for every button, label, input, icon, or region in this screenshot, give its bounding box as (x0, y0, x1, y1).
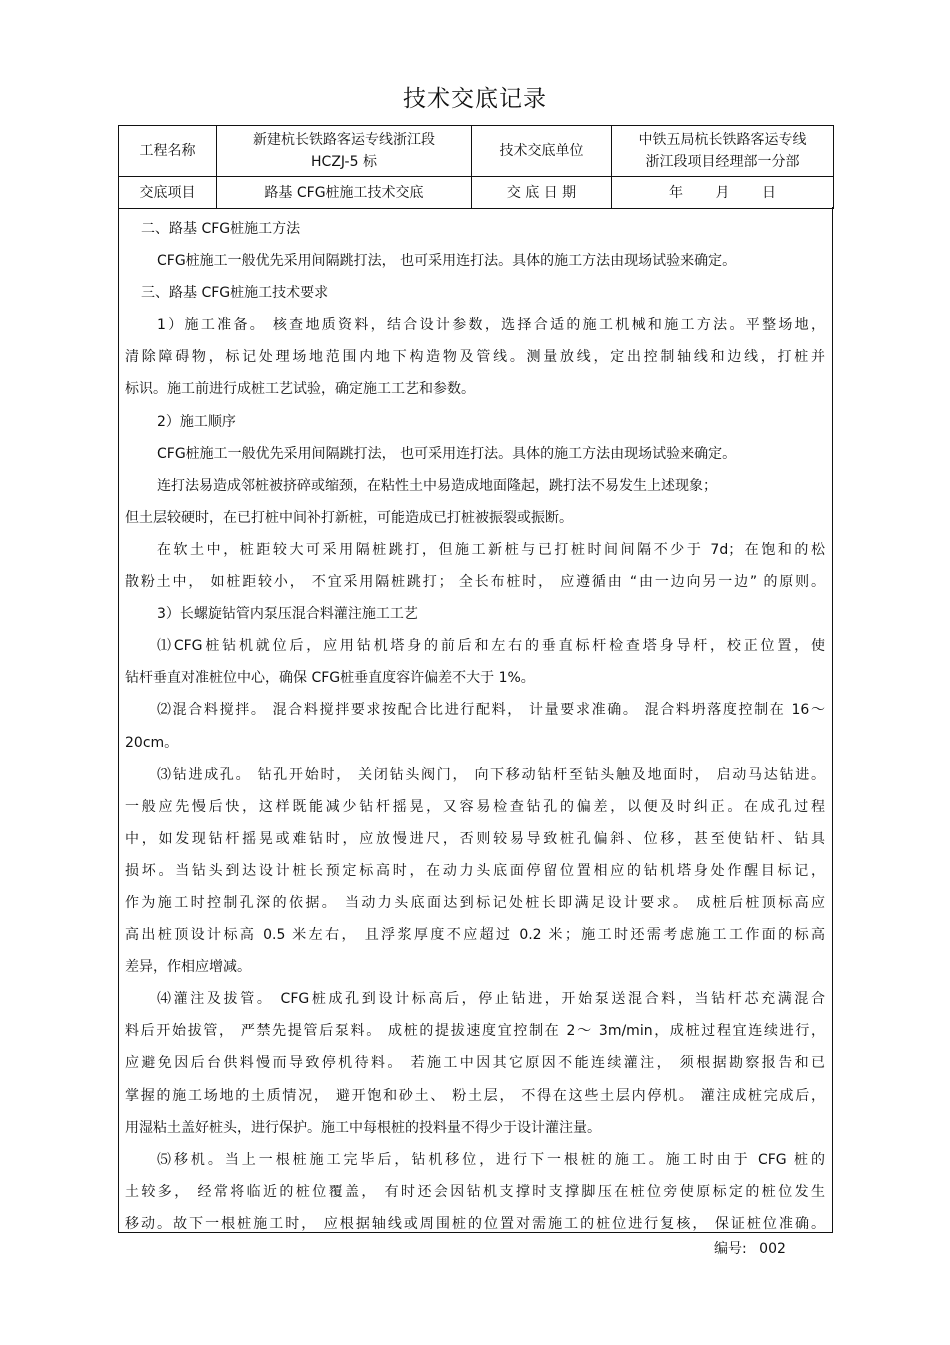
paragraph-line: 作为施工时控制孔深的依据。 当动力头底面达到标记处桩长即满足设计要求。 成桩后桩顶标高应 (125, 894, 825, 911)
project-name-label: 工程名称 (119, 126, 217, 177)
paragraph-line: 1）施工准备。 核查地质资料，结合设计参数，选择合适的施工机械和施工方法。平整场地， (157, 317, 825, 334)
document-number-label: 编号: (714, 1241, 747, 1257)
section-heading: 二、路基 CFG桩施工方法 (141, 221, 301, 237)
paragraph-line: ⑵混合料搅拌。 混合料搅拌要求按配合比进行配料， 计量要求准确。 混合料坍落度控制在 16～ (157, 702, 825, 719)
unit-value (612, 126, 834, 177)
paragraph-line: 应避免因后台供料慢而导致停机待料。 若施工中因其它原因不能连续灌注， 须根据勘察报告和已 (125, 1055, 825, 1072)
paragraph-line: 掌握的施工场地的土质情况， 避开饱和砂土、 粉土层， 不得在这些土层内停机。 灌注成桩完成后， (125, 1087, 825, 1104)
paragraph-line: ⑸移机。当上一根桩施工完毕后，钻机移位，进行下一根桩的施工。施工时由于 CFG 桩的 (157, 1151, 825, 1168)
paragraph-line: 料后开始拔管， 严禁先提管后泵料。 成桩的提拔速度宜控制在 2～ 3m/min，成桩过程宜连续进行， (125, 1023, 825, 1040)
paragraph-line: 清除障碍物，标记处理场地范围内地下构造物及管线。测量放线，定出控制轴线和边线，打桩并 (125, 349, 825, 366)
header-table (118, 125, 834, 209)
unit-line1: 中铁五局杭长铁路客运专线 (638, 132, 807, 148)
paragraph-line: 标识。施工前进行成桩工艺试验，确定施工工艺和参数。 (125, 381, 475, 398)
paragraph-line: 中，如发现钻杆摇晃或难钻时，应放慢进尺，否则较易导致桩孔偏斜、位移，甚至使钻杆、钻具 (125, 830, 825, 847)
project-name-value (217, 126, 472, 177)
paragraph-line: 高出桩顶设计标高 0.5 米左右， 且浮浆厚度不应超过 0.2 米；施工时还需考虑施工工作面的标高 (125, 927, 825, 944)
item-value: 路基 CFG桩施工技术交底 (217, 177, 472, 209)
subheading: 2）施工顺序 (157, 413, 236, 430)
date-label: 交 底 日 期 (472, 177, 612, 209)
paragraph-line: 一般应先慢后快，这样既能减少钻杆摇晃，又容易检查钻孔的偏差，以便及时纠正。在成孔过程 (125, 798, 825, 815)
unit-label: 技术交底单位 (472, 126, 612, 177)
paragraph-line: 差异，作相应增减。 (125, 959, 251, 976)
document-number (714, 1238, 786, 1258)
content-text (125, 213, 825, 1240)
project-name-line1: 新建杭长铁路客运专线浙江段 (253, 132, 435, 148)
unit-line2: 浙江段项目经理部一分部 (645, 154, 800, 170)
paragraph-line: ⑶钻进成孔。 钻孔开始时， 关闭钻头阀门， 向下移动钻杆至钻头触及地面时， 启动马达钻进。 (157, 766, 825, 783)
paragraph-line: 损坏。当钻头到达设计桩长预定标高时，在动力头底面停留位置相应的钻机塔身处作醒目标记， (125, 862, 825, 879)
project-name-line2: HCZJ-5 标 (311, 154, 377, 170)
page-title: 技术交底记录 (403, 86, 547, 112)
paragraph-line: 20cm。 (125, 734, 179, 751)
item-label: 交底项目 (119, 177, 217, 209)
paragraph-line: ⑷灌注及拔管。 CFG桩成孔到设计标高后，停止钻进，开始泵送混合料，当钻杆芯充满混合 (157, 991, 825, 1008)
document-number-value: 002 (759, 1241, 786, 1257)
paragraph-line: 土较多， 经常将临近的桩位覆盖， 有时还会因钻机支撑时支撑脚压在桩位旁使原标定的桩位发生 (125, 1183, 825, 1200)
paragraph-line: 散粉土中， 如桩距较小， 不宜采用隔桩跳打； 全长布桩时， 应遵循由 “由一边向另一边” 的原则。 (125, 574, 825, 591)
paragraph-line: 但土层较硬时，在已打桩中间补打新桩，可能造成已打桩被振裂或振断。 (125, 509, 573, 526)
paragraph-line: CFG桩施工一般优先采用间隔跳打法， 也可采用连打法。具体的施工方法由现场试验来确定。 (157, 445, 737, 462)
section-heading: 三、路基 CFG桩施工技术要求 (141, 285, 329, 302)
paragraph-line: 移动。故下一根桩施工时， 应根据轴线或周围桩的位置对需施工的桩位进行复核， 保证桩位准确。 (125, 1215, 825, 1232)
paragraph-line: CFG桩施工一般优先采用间隔跳打法， 也可采用连打法。具体的施工方法由现场试验来确定。 (157, 253, 737, 270)
paragraph-line: 用湿粘土盖好桩头，进行保护。施工中每根桩的投料量不得少于设计灌注量。 (125, 1119, 601, 1136)
paragraph-line: 在软土中，桩距较大可采用隔桩跳打，但施工新桩与已打桩时间间隔不少于 7d；在饱和的松 (157, 541, 825, 558)
paragraph-line: 钻杆垂直对准桩位中心，确保 CFG桩垂直度容许偏差不大于 1%。 (125, 670, 535, 687)
paragraph-line: 连打法易造成邻桩被挤碎或缩颈，在粘性土中易造成地面隆起，跳打法不易发生上述现象； (157, 477, 717, 494)
date-value: 年 月 日 (612, 177, 834, 209)
paragraph-line: ⑴CFG桩钻机就位后，应用钻机塔身的前后和左右的垂直标杆检查塔身导杆，校正位置，使 (157, 638, 825, 655)
subheading: 3）长螺旋钻管内泵压混合料灌注施工工艺 (157, 606, 418, 623)
